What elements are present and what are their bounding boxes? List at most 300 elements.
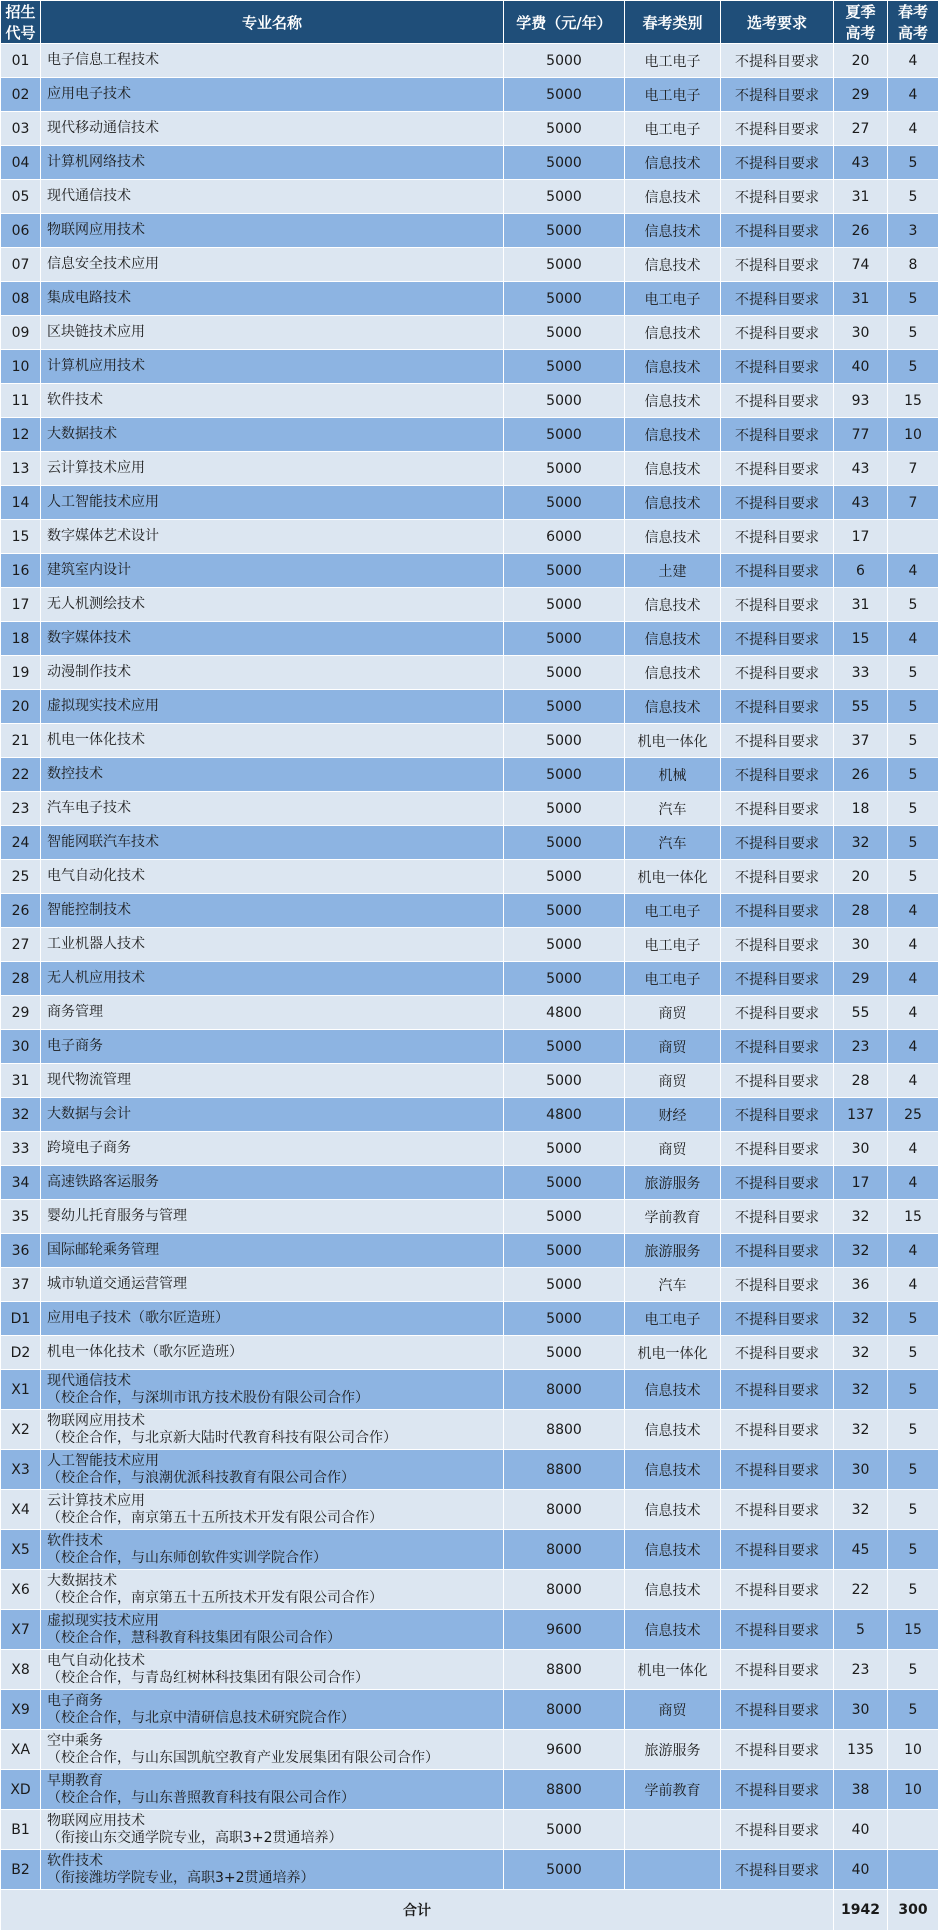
cell-summer: 32: [834, 1336, 888, 1370]
cell-code: 03: [1, 112, 41, 146]
cell-fee: 5000: [504, 928, 625, 962]
cell-category: 商贸: [625, 1690, 721, 1730]
table-row: [1, 1690, 938, 1730]
cell-summer: 32: [834, 1234, 888, 1268]
table-row: [1, 112, 938, 146]
cell-code: 10: [1, 350, 41, 384]
cell-name: [41, 860, 504, 894]
table-row: [1, 622, 938, 656]
cell-summer: 28: [834, 894, 888, 928]
major-name: 电气自动化技术: [47, 868, 145, 884]
major-name: 智能控制技术: [47, 902, 131, 918]
major-name: 机电一体化技术（歌尔匠造班）: [47, 1344, 243, 1360]
cell-code: XD: [1, 1770, 41, 1810]
cell-code: 29: [1, 996, 41, 1030]
major-name: 跨境电子商务: [47, 1140, 131, 1156]
cell-code: 35: [1, 1200, 41, 1234]
cell-fee: 5000: [504, 860, 625, 894]
major-name: 电子商务: [47, 1038, 103, 1054]
cell-spring: 4: [888, 78, 938, 112]
cell-code: 13: [1, 452, 41, 486]
table-row: [1, 962, 938, 996]
cell-summer: 20: [834, 44, 888, 78]
major-name: 大数据与会计: [47, 1106, 131, 1122]
cell-summer: 30: [834, 316, 888, 350]
cell-name: [41, 656, 504, 690]
cell-fee: 5000: [504, 418, 625, 452]
cell-requirement: 不提科目要求: [721, 1336, 834, 1370]
cell-fee: 8800: [504, 1450, 625, 1490]
major-name: 应用电子技术（歌尔匠造班）: [47, 1310, 229, 1326]
cell-summer: 135: [834, 1730, 888, 1770]
cell-code: 32: [1, 1098, 41, 1132]
major-name: 工业机器人技术: [47, 936, 145, 952]
cell-summer: 32: [834, 1410, 888, 1450]
cell-spring: 4: [888, 928, 938, 962]
header-name: 专业名称: [41, 1, 504, 44]
cell-requirement: 不提科目要求: [721, 146, 834, 180]
cell-category: 电工电子: [625, 282, 721, 316]
cell-code: X8: [1, 1650, 41, 1690]
cell-name: [41, 418, 504, 452]
major-name: 虚拟现实技术应用: [47, 698, 159, 714]
cell-code: 34: [1, 1166, 41, 1200]
cell-spring: 5: [888, 826, 938, 860]
cell-requirement: 不提科目要求: [721, 1450, 834, 1490]
cell-summer: 31: [834, 180, 888, 214]
cell-name: [41, 1200, 504, 1234]
table-row: [1, 1370, 938, 1410]
cell-requirement: 不提科目要求: [721, 520, 834, 554]
cell-category: 信息技术: [625, 418, 721, 452]
table-row: [1, 282, 938, 316]
cell-requirement: 不提科目要求: [721, 1650, 834, 1690]
cell-spring: 5: [888, 1410, 938, 1450]
cell-code: X9: [1, 1690, 41, 1730]
cell-summer: 40: [834, 350, 888, 384]
table-row: [1, 1810, 938, 1850]
table-row: [1, 1570, 938, 1610]
cell-name: [41, 554, 504, 588]
cell-code: 16: [1, 554, 41, 588]
cell-spring: 5: [888, 1490, 938, 1530]
cell-requirement: 不提科目要求: [721, 928, 834, 962]
cell-category: 旅游服务: [625, 1730, 721, 1770]
cell-spring: 5: [888, 758, 938, 792]
cell-code: 27: [1, 928, 41, 962]
cell-category: [625, 1810, 721, 1850]
table-row: [1, 554, 938, 588]
cell-requirement: 不提科目要求: [721, 1410, 834, 1450]
cell-spring: 4: [888, 1064, 938, 1098]
table-row: [1, 792, 938, 826]
cell-category: 信息技术: [625, 384, 721, 418]
table-row: [1, 486, 938, 520]
cell-requirement: 不提科目要求: [721, 452, 834, 486]
cell-summer: 27: [834, 112, 888, 146]
cell-spring: 5: [888, 1450, 938, 1490]
cell-code: 20: [1, 690, 41, 724]
major-note: （校企合作，与青岛红树林科技集团有限公司合作）: [47, 1670, 503, 1687]
cell-requirement: 不提科目要求: [721, 44, 834, 78]
major-name: 计算机应用技术: [47, 358, 145, 374]
cell-name: [41, 1268, 504, 1302]
table-row: [1, 146, 938, 180]
cell-fee: 8800: [504, 1650, 625, 1690]
total-spring: 300: [888, 1890, 938, 1931]
cell-summer: 17: [834, 1166, 888, 1200]
cell-summer: 43: [834, 452, 888, 486]
table-row: [1, 1410, 938, 1450]
header-row: [1, 1, 938, 44]
table-row: [1, 588, 938, 622]
cell-name: [41, 758, 504, 792]
major-name: 数字媒体技术: [47, 630, 131, 646]
table-row: [1, 860, 938, 894]
major-note: （校企合作，慧科教育科技集团有限公司合作）: [47, 1630, 503, 1647]
cell-summer: 45: [834, 1530, 888, 1570]
cell-name: [41, 1570, 504, 1610]
cell-fee: 5000: [504, 894, 625, 928]
cell-spring: 5: [888, 588, 938, 622]
cell-name: [41, 1450, 504, 1490]
cell-summer: 40: [834, 1810, 888, 1850]
cell-summer: 74: [834, 248, 888, 282]
cell-requirement: 不提科目要求: [721, 1064, 834, 1098]
major-name: 国际邮轮乘务管理: [47, 1242, 159, 1258]
cell-requirement: 不提科目要求: [721, 1030, 834, 1064]
cell-fee: 5000: [504, 486, 625, 520]
cell-category: 信息技术: [625, 622, 721, 656]
major-name: 现代通信技术: [47, 188, 131, 204]
cell-spring: 7: [888, 452, 938, 486]
major-name: 区块链技术应用: [47, 324, 145, 340]
cell-fee: 5000: [504, 690, 625, 724]
cell-fee: 5000: [504, 44, 625, 78]
cell-name: [41, 1490, 504, 1530]
cell-name: [41, 1132, 504, 1166]
header-code: 招生 代号: [1, 1, 41, 44]
cell-fee: 5000: [504, 1302, 625, 1336]
cell-requirement: 不提科目要求: [721, 384, 834, 418]
cell-summer: 23: [834, 1030, 888, 1064]
cell-name: [41, 248, 504, 282]
cell-fee: 5000: [504, 214, 625, 248]
cell-requirement: 不提科目要求: [721, 1610, 834, 1650]
cell-name: [41, 690, 504, 724]
cell-code: 28: [1, 962, 41, 996]
cell-summer: 33: [834, 656, 888, 690]
cell-category: 商贸: [625, 1132, 721, 1166]
cell-spring: 4: [888, 112, 938, 146]
cell-fee: 5000: [504, 1064, 625, 1098]
cell-requirement: 不提科目要求: [721, 1166, 834, 1200]
major-name: 电子信息工程技术: [47, 52, 159, 68]
cell-spring: 5: [888, 180, 938, 214]
table-row: [1, 1234, 938, 1268]
cell-requirement: 不提科目要求: [721, 1268, 834, 1302]
cell-spring: 5: [888, 690, 938, 724]
cell-code: X4: [1, 1490, 41, 1530]
table-row: [1, 1530, 938, 1570]
major-name: 高速铁路客运服务: [47, 1174, 159, 1190]
cell-summer: 32: [834, 1370, 888, 1410]
cell-requirement: 不提科目要求: [721, 1234, 834, 1268]
cell-spring: 3: [888, 214, 938, 248]
major-note: （校企合作，与北京新大陆时代教育科技有限公司合作）: [47, 1430, 503, 1447]
cell-requirement: 不提科目要求: [721, 1490, 834, 1530]
cell-name: [41, 792, 504, 826]
cell-summer: 32: [834, 826, 888, 860]
cell-fee: 5000: [504, 622, 625, 656]
major-name: 物联网应用技术: [47, 1413, 145, 1429]
cell-name: [41, 1234, 504, 1268]
table-row: [1, 1064, 938, 1098]
cell-category: 旅游服务: [625, 1166, 721, 1200]
cell-name: [41, 384, 504, 418]
cell-code: 30: [1, 1030, 41, 1064]
header-spring: 春考 高考: [888, 1, 938, 44]
cell-fee: 4800: [504, 996, 625, 1030]
major-name: 大数据技术: [47, 1573, 117, 1589]
cell-code: X7: [1, 1610, 41, 1650]
cell-name: [41, 928, 504, 962]
major-name: 现代通信技术: [47, 1373, 131, 1389]
cell-spring: 5: [888, 1370, 938, 1410]
cell-spring: 7: [888, 486, 938, 520]
cell-name: [41, 1730, 504, 1770]
cell-category: 学前教育: [625, 1770, 721, 1810]
cell-fee: 9600: [504, 1610, 625, 1650]
cell-fee: 5000: [504, 316, 625, 350]
cell-spring: 10: [888, 418, 938, 452]
cell-category: 信息技术: [625, 350, 721, 384]
cell-requirement: 不提科目要求: [721, 962, 834, 996]
cell-requirement: 不提科目要求: [721, 894, 834, 928]
major-name: 婴幼儿托育服务与管理: [47, 1208, 187, 1224]
cell-category: 汽车: [625, 1268, 721, 1302]
cell-category: 信息技术: [625, 1530, 721, 1570]
cell-fee: 5000: [504, 1850, 625, 1890]
cell-spring: 4: [888, 1268, 938, 1302]
cell-name: [41, 316, 504, 350]
table-row: [1, 1200, 938, 1234]
cell-summer: 40: [834, 1850, 888, 1890]
cell-fee: 5000: [504, 1810, 625, 1850]
cell-category: 信息技术: [625, 452, 721, 486]
cell-fee: 5000: [504, 78, 625, 112]
cell-fee: 5000: [504, 350, 625, 384]
cell-requirement: 不提科目要求: [721, 758, 834, 792]
cell-category: 商贸: [625, 1064, 721, 1098]
major-name: 早期教育: [47, 1773, 103, 1789]
cell-requirement: 不提科目要求: [721, 1098, 834, 1132]
cell-summer: 36: [834, 1268, 888, 1302]
cell-spring: 4: [888, 1030, 938, 1064]
major-name: 城市轨道交通运营管理: [47, 1276, 187, 1292]
cell-code: 08: [1, 282, 41, 316]
cell-name: [41, 146, 504, 180]
cell-name: [41, 1370, 504, 1410]
cell-category: 信息技术: [625, 520, 721, 554]
cell-code: 05: [1, 180, 41, 214]
cell-summer: 29: [834, 78, 888, 112]
cell-fee: 5000: [504, 758, 625, 792]
cell-fee: 5000: [504, 1132, 625, 1166]
table-row: [1, 1770, 938, 1810]
cell-name: [41, 1690, 504, 1730]
cell-summer: 15: [834, 622, 888, 656]
cell-category: 商贸: [625, 1030, 721, 1064]
cell-category: 信息技术: [625, 1410, 721, 1450]
cell-fee: 5000: [504, 1030, 625, 1064]
major-name: 云计算技术应用: [47, 460, 145, 476]
table-row: [1, 928, 938, 962]
cell-category: 信息技术: [625, 656, 721, 690]
major-name: 建筑室内设计: [47, 562, 131, 578]
cell-name: [41, 1610, 504, 1650]
major-name: 动漫制作技术: [47, 664, 131, 680]
cell-fee: 5000: [504, 588, 625, 622]
cell-requirement: 不提科目要求: [721, 486, 834, 520]
cell-summer: 6: [834, 554, 888, 588]
cell-spring: 15: [888, 384, 938, 418]
cell-code: B1: [1, 1810, 41, 1850]
major-note: （衔接山东交通学院专业，高职3+2贯通培养）: [47, 1830, 503, 1847]
cell-summer: 5: [834, 1610, 888, 1650]
cell-category: 信息技术: [625, 690, 721, 724]
cell-name: [41, 1166, 504, 1200]
cell-requirement: 不提科目要求: [721, 826, 834, 860]
cell-fee: 5000: [504, 1166, 625, 1200]
cell-fee: 6000: [504, 520, 625, 554]
cell-name: [41, 452, 504, 486]
major-name: 虚拟现实技术应用: [47, 1613, 159, 1629]
cell-requirement: 不提科目要求: [721, 316, 834, 350]
cell-fee: 8000: [504, 1370, 625, 1410]
cell-requirement: 不提科目要求: [721, 1810, 834, 1850]
table-row: [1, 1166, 938, 1200]
cell-spring: 4: [888, 996, 938, 1030]
cell-requirement: 不提科目要求: [721, 1370, 834, 1410]
table-row: [1, 996, 938, 1030]
cell-code: 23: [1, 792, 41, 826]
cell-code: 36: [1, 1234, 41, 1268]
cell-requirement: 不提科目要求: [721, 418, 834, 452]
cell-category: 机电一体化: [625, 1336, 721, 1370]
cell-category: [625, 1850, 721, 1890]
cell-category: 信息技术: [625, 1490, 721, 1530]
cell-name: [41, 962, 504, 996]
table-row: [1, 1302, 938, 1336]
cell-name: [41, 1098, 504, 1132]
major-name: 数字媒体艺术设计: [47, 528, 159, 544]
cell-summer: 37: [834, 724, 888, 758]
cell-fee: 5000: [504, 792, 625, 826]
cell-category: 机电一体化: [625, 724, 721, 758]
cell-fee: 5000: [504, 1200, 625, 1234]
cell-spring: 5: [888, 1530, 938, 1570]
table-row: [1, 1030, 938, 1064]
major-name: 电子商务: [47, 1693, 103, 1709]
cell-code: 24: [1, 826, 41, 860]
cell-spring: 4: [888, 962, 938, 996]
cell-requirement: 不提科目要求: [721, 248, 834, 282]
cell-name: [41, 1336, 504, 1370]
table-row: [1, 1650, 938, 1690]
table-row: [1, 78, 938, 112]
cell-category: 信息技术: [625, 588, 721, 622]
major-name: 软件技术: [47, 1533, 103, 1549]
table-row: [1, 1610, 938, 1650]
cell-requirement: 不提科目要求: [721, 112, 834, 146]
header-requirement: 选考要求: [721, 1, 834, 44]
cell-name: [41, 724, 504, 758]
cell-category: 信息技术: [625, 316, 721, 350]
cell-fee: 5000: [504, 112, 625, 146]
cell-category: 汽车: [625, 792, 721, 826]
cell-category: 汽车: [625, 826, 721, 860]
major-name: 人工智能技术应用: [47, 494, 159, 510]
cell-code: B2: [1, 1850, 41, 1890]
cell-summer: 32: [834, 1490, 888, 1530]
cell-name: [41, 520, 504, 554]
cell-code: 33: [1, 1132, 41, 1166]
major-name: 无人机测绘技术: [47, 596, 145, 612]
cell-summer: 26: [834, 758, 888, 792]
cell-summer: 30: [834, 1690, 888, 1730]
major-name: 大数据技术: [47, 426, 117, 442]
cell-category: 机电一体化: [625, 1650, 721, 1690]
cell-code: 15: [1, 520, 41, 554]
cell-fee: 8000: [504, 1690, 625, 1730]
cell-spring: 15: [888, 1610, 938, 1650]
cell-requirement: 不提科目要求: [721, 78, 834, 112]
cell-spring: 4: [888, 1132, 938, 1166]
major-note: （校企合作，与山东普照教育科技有限公司合作）: [47, 1790, 503, 1807]
cell-spring: 4: [888, 894, 938, 928]
cell-spring: 10: [888, 1730, 938, 1770]
cell-code: X3: [1, 1450, 41, 1490]
cell-spring: 5: [888, 792, 938, 826]
table-row: [1, 1490, 938, 1530]
cell-summer: 20: [834, 860, 888, 894]
major-name: 软件技术: [47, 392, 103, 408]
cell-category: 信息技术: [625, 180, 721, 214]
cell-name: [41, 78, 504, 112]
cell-summer: 32: [834, 1302, 888, 1336]
cell-name: [41, 1770, 504, 1810]
cell-name: [41, 180, 504, 214]
cell-requirement: 不提科目要求: [721, 180, 834, 214]
cell-category: 电工电子: [625, 112, 721, 146]
header-category: 春考类别: [625, 1, 721, 44]
cell-fee: 5000: [504, 554, 625, 588]
cell-category: 电工电子: [625, 894, 721, 928]
cell-spring: 25: [888, 1098, 938, 1132]
cell-requirement: 不提科目要求: [721, 656, 834, 690]
major-name: 现代物流管理: [47, 1072, 131, 1088]
cell-fee: 4800: [504, 1098, 625, 1132]
table-row: [1, 1098, 938, 1132]
cell-summer: 17: [834, 520, 888, 554]
major-name: 信息安全技术应用: [47, 256, 159, 272]
cell-name: [41, 1530, 504, 1570]
major-note: （校企合作，南京第五十五所技术开发有限公司合作）: [47, 1590, 503, 1607]
cell-summer: 38: [834, 1770, 888, 1810]
cell-code: 09: [1, 316, 41, 350]
cell-spring: 4: [888, 1234, 938, 1268]
